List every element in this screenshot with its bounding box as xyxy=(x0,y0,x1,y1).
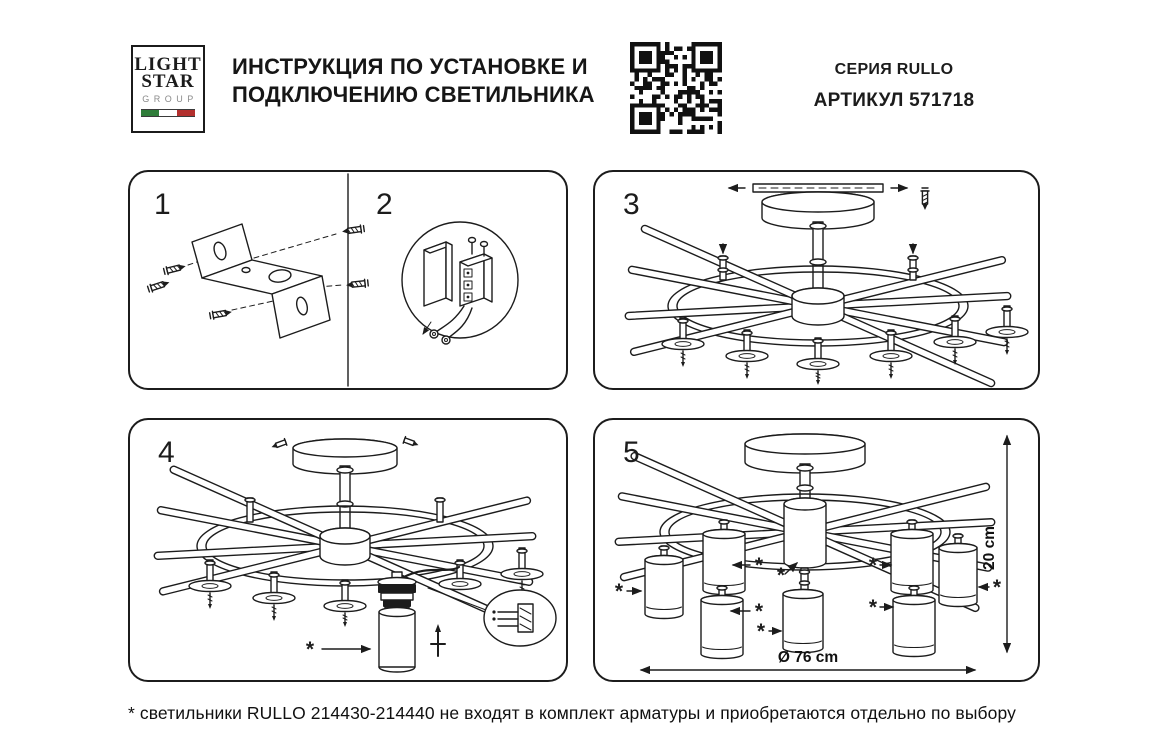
asterisk-marker: * xyxy=(776,564,786,587)
lightstar-logo xyxy=(131,45,205,133)
logo-word-group: GROUP xyxy=(142,94,198,104)
italy-flag-icon xyxy=(141,109,195,117)
step-number-5: 5 xyxy=(623,436,640,469)
step-number-4: 4 xyxy=(158,436,175,469)
asterisk-marker: * xyxy=(754,600,764,623)
footnote: * светильники RULLO 214430-214440 не входят в комплект арматуры и приобретаются отдельно по выбору xyxy=(128,703,1016,723)
asterisk-marker: * xyxy=(754,554,764,577)
asterisk-marker: * xyxy=(992,576,1002,599)
step3-panel xyxy=(593,170,1040,390)
assembled-chandelier-illustration xyxy=(595,420,1038,680)
terminal-detail-drawing xyxy=(428,588,556,646)
product-info xyxy=(788,61,1000,112)
mounting-bracket-drawing xyxy=(147,224,368,338)
step-number-1: 1 xyxy=(154,188,171,221)
step-number-3: 3 xyxy=(623,188,640,221)
lamp-mounting-illustration xyxy=(130,420,566,680)
diameter-dimension-label: Ø 76 cm xyxy=(777,649,839,666)
asterisk-marker: * xyxy=(305,638,315,661)
screw-direction-icon xyxy=(431,624,445,656)
step1-step2-panel xyxy=(128,170,568,390)
step1-step2-illustration xyxy=(130,172,566,388)
wiring-detail-drawing xyxy=(402,222,518,344)
asterisk-annotation xyxy=(306,638,370,661)
step-number-2: 2 xyxy=(376,188,393,221)
asterisk-marker: * xyxy=(868,554,878,577)
page-title xyxy=(232,53,595,109)
title-line-1: ИНСТРУКЦИЯ ПО УСТАНОВКЕ И xyxy=(232,54,588,79)
asterisk-marker: * xyxy=(614,580,624,603)
logo-word-light: LIGHT xyxy=(134,54,202,75)
asterisk-marker: * xyxy=(868,596,878,619)
qr-code-icon xyxy=(630,42,722,134)
chandelier-frame-illustration xyxy=(595,172,1038,388)
step4-panel xyxy=(128,418,568,682)
logo-word-star: STAR xyxy=(141,71,195,92)
asterisk-marker: * xyxy=(756,620,766,643)
title-line-2: ПОДКЛЮЧЕНИЮ СВЕТИЛЬНИКА xyxy=(232,82,595,107)
height-dimension xyxy=(981,436,1007,652)
series-label: СЕРИЯ RULLO xyxy=(834,61,954,78)
step5-panel xyxy=(593,418,1040,682)
height-dimension-label: 20 cm xyxy=(981,526,998,570)
article-number: АРТИКУЛ 571718 xyxy=(813,90,975,111)
